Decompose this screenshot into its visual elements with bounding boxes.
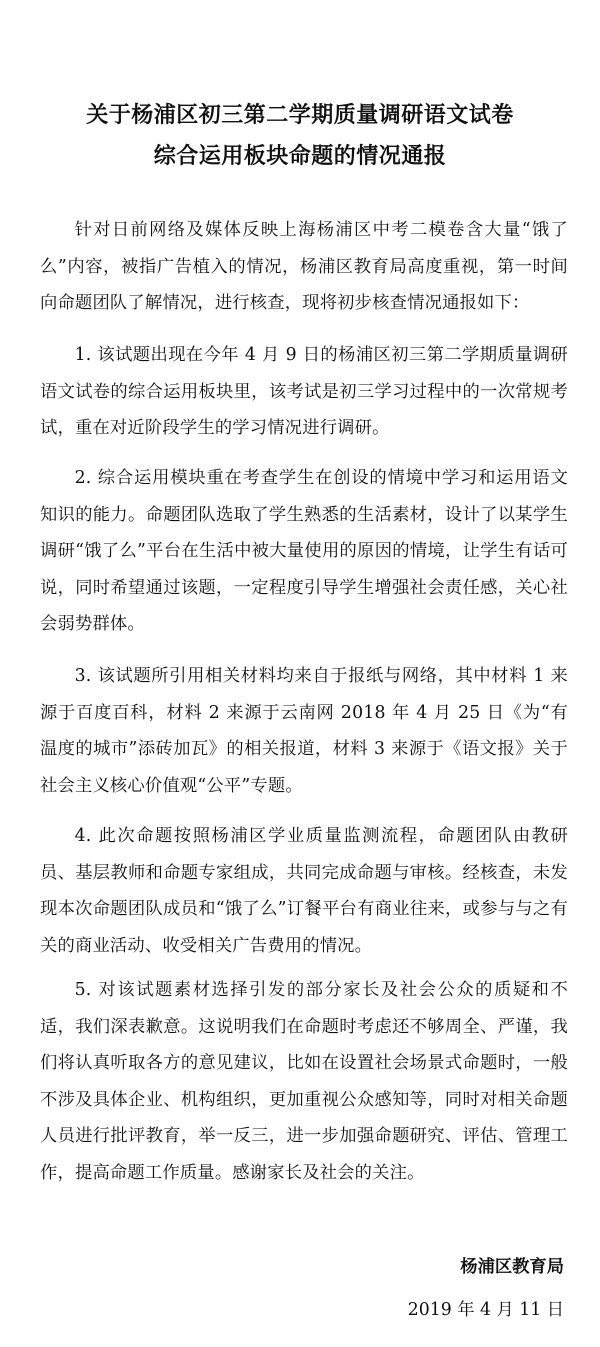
item-paragraph-5: 5. 对该试题素材选择引发的部分家长及社会公众的质疑和不适，我们深表歉意。这说明我们在命题时考虑还不够周全、严谨，我们将认真听取各方的意见建议，比如在设置社会场景式命题时，一般不涉及具体企业、机构组织，更加重视公众感知等，同时对相关命题人员进行批评教育，举一反三，进一步加强命题研究、评估、管理工作，提高命题工作质量。感谢家长及社会的关注。 xyxy=(40,980,568,1183)
document-title-line1: 关于杨浦区初三第二学期质量调研语文试卷 xyxy=(86,103,514,128)
item-paragraph-3: 3. 该试题所引用相关材料均来自于报纸与网络，其中材料 1 来源于百度百科，材料 2 来源于云南网 2018 年 4 月 25 日《为“有温度的城市”添砖加瓦》的相关报道，材料 3 来源于《语文报》关于社会主义核心价值观“公平”专题。 xyxy=(40,666,568,796)
signature-date: 2019 年 4 月 11 日 xyxy=(407,1300,564,1320)
item-paragraph-2: 2. 综合运用模块重在考查学生在创设的情境中学习和运用语文知识的能力。命题团队选取了学生熟悉的生活素材，设计了以某学生调研“饿了么”平台在生活中被大量使用的原因的情境，让学生有话可说，同时希望通过该题，一定程度引导学生增强社会责任感，关心社会弱势群体。 xyxy=(40,468,568,634)
item-paragraph-1: 1. 该试题出现在今年 4 月 9 日的杨浦区初三第二学期质量调研语文试卷的综合运用板块里，该考试是初三学习过程中的一次常规考试，重在对近阶段学生的学习情况进行调研。 xyxy=(40,345,568,438)
intro-paragraph: 针对日前网络及媒体反映上海杨浦区中考二模卷含大量“饿了么”内容，被指广告植入的情况，杨浦区教育局高度重视，第一时间向命题团队了解情况，进行核查，现将初步核查情况通报如下： xyxy=(40,220,568,313)
item-paragraph-4: 4. 此次命题按照杨浦区学业质量监测流程，命题团队由教研员、基层教师和命题专家组成，共同完成命题与审核。经核查，未发现本次命题团队成员和“饿了么”订餐平台有商业往来，或参与与之有关的商业活动、收受相关广告费用的情况。 xyxy=(40,826,568,956)
document-title-line2: 综合运用板块命题的情况通报 xyxy=(153,144,447,169)
signature-organization: 杨浦区教育局 xyxy=(460,1257,564,1277)
